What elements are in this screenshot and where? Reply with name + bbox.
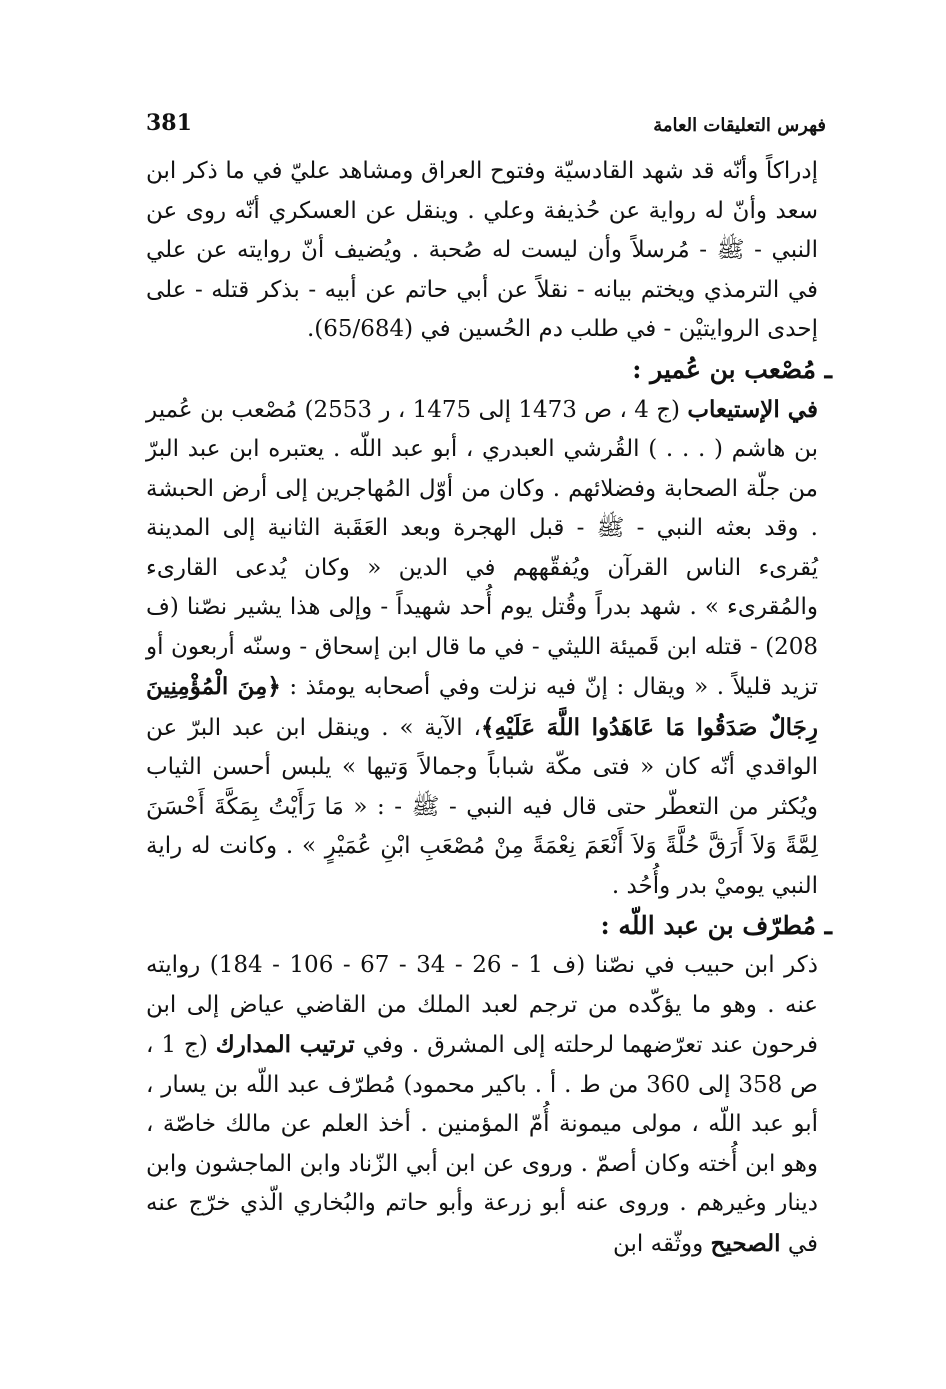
- source-title-istiab: في الإستيعاب: [687, 395, 818, 423]
- page-body: [146, 152, 832, 1264]
- paragraph-continuation: إدراكاً وأنّه قد شهد القادسيّة وفتوح العراق ومشاهد عليّ في ما ذكر ابن سعد وأنّ له رواية عن حُذيفة وعلي . وينقل عن العسكري أنّه روى عن النبي - ﷺ - مُرسلاً وأن ليست له صُحبة . ويُضيف أنّ روايته عن علي في الترمذي ويختم بيانه - نقلاً عن أبي حاتم عن أبيه - بذكر قتله - على إحدى الروايتيْن - في طلب دم الحُسين في (65/684).: [146, 158, 818, 342]
- paragraph-text: ذكر ابن حبيب في نصّنا (ف 1 - 26 - 34 - 67 - 106 - 184) روايته عنه . وهو ما يؤكّده من ترجم لعبد الملك من القاضي عياض إلى ابن فرحون عند تعرّضهما لرحلته إلى المشرق . وفي: [146, 952, 818, 1058]
- source-title-madarik: ترتيب المدارك: [215, 1031, 355, 1058]
- entry-heading-mutarrif: ـ مُطرّف بن عبد اللّه :: [600, 911, 832, 940]
- paragraph-mutarrif: [146, 946, 818, 1264]
- paragraph-text: ووثّقه ابن: [613, 1230, 711, 1257]
- paragraph-text: (ج 1 ، ص 358 إلى 360 من ط . أ . باكير محمود) مُطرّف عبد اللّه بن يسار ، أبو عبد اللّه ، مولى ميمونة أُمّ المؤمنين . أخذ العلم عن مالك خاصّة ، وهو ابن أُخته وكان أصمّ . وروى عن ابن أبي الزّناد وابن الماجشون وابن دينار وغيرهم . وروى عنه أبو زرعة وأبو حاتم والبُخاري الّذي خرّج عنه في: [146, 1032, 818, 1257]
- paragraph-text: (ج 4 ، ص 1473 إلى 1475 ، ر 2553) مُصْعب بن عُمير بن هاشم ( . . . ) القُرشي العبدري ، أبو عبد اللّه . يعتبره ابن عبد البرّ من جلّة الصحابة وفضلائهم . وكان من أوّل المُهاجرين إلى أرض الحبشة . وقد بعثه النبي - ﷺ - قبل الهجرة وبعد العَقَبة الثانية إلى المدينة يُقرىء الناس القرآن ويُفقّههم في الدين « وكان يُدعى القارىء والمُقرىء » . شهد بدراً وقُتل يوم أُحد شهيداً - وإلى هذا يشير نصّنا (ف 208) - قتله ابن قَميئة الليثي - في ما قال ابن إسحاق - وسنّه أربعون أو تزيد قليلاً . « ويقال : إنّ فيه نزلت وفي أصحابه يومئذ :: [146, 396, 818, 700]
- paragraph-musab: [146, 390, 818, 907]
- page-number: 381: [146, 110, 192, 136]
- entry-heading-musab: ـ مُصْعب بن عُمير :: [632, 354, 832, 384]
- quran-quote: ﴿مِنَ الْمُؤْمِنِينَ رِجَالٌ صَدَقُوا مَا عَاهَدُوا اللَّهَ عَلَيْهِ﴾: [146, 673, 818, 741]
- running-title: فهرس التعليقات العامة: [653, 115, 826, 136]
- page-header: [146, 96, 826, 136]
- paragraph-text: ، الآية » . وينقل ابن عبد البرّ عن الواقدي أنّه كان « فتى مكّة شباباً وجمالاً وَتيها » يلبس أحسن الثياب ويُكثر من التعطّر حتى قال فيه النبي - ﷺ - : « مَا رَأَيْتُ بِمَكَّةَ أَحْسَنَ لِمَّةً وَلاَ أَرَقَّ حُلَّةً وَلاَ أَنْعَمَ نِعْمَةً مِنْ مُصْعَبِ ابْنِ عُمَيْرٍ » . وكانت له راية النبي يوميْ بدر وأُحُد .: [146, 714, 818, 899]
- source-title-sahih: الصحيح: [710, 1229, 781, 1257]
